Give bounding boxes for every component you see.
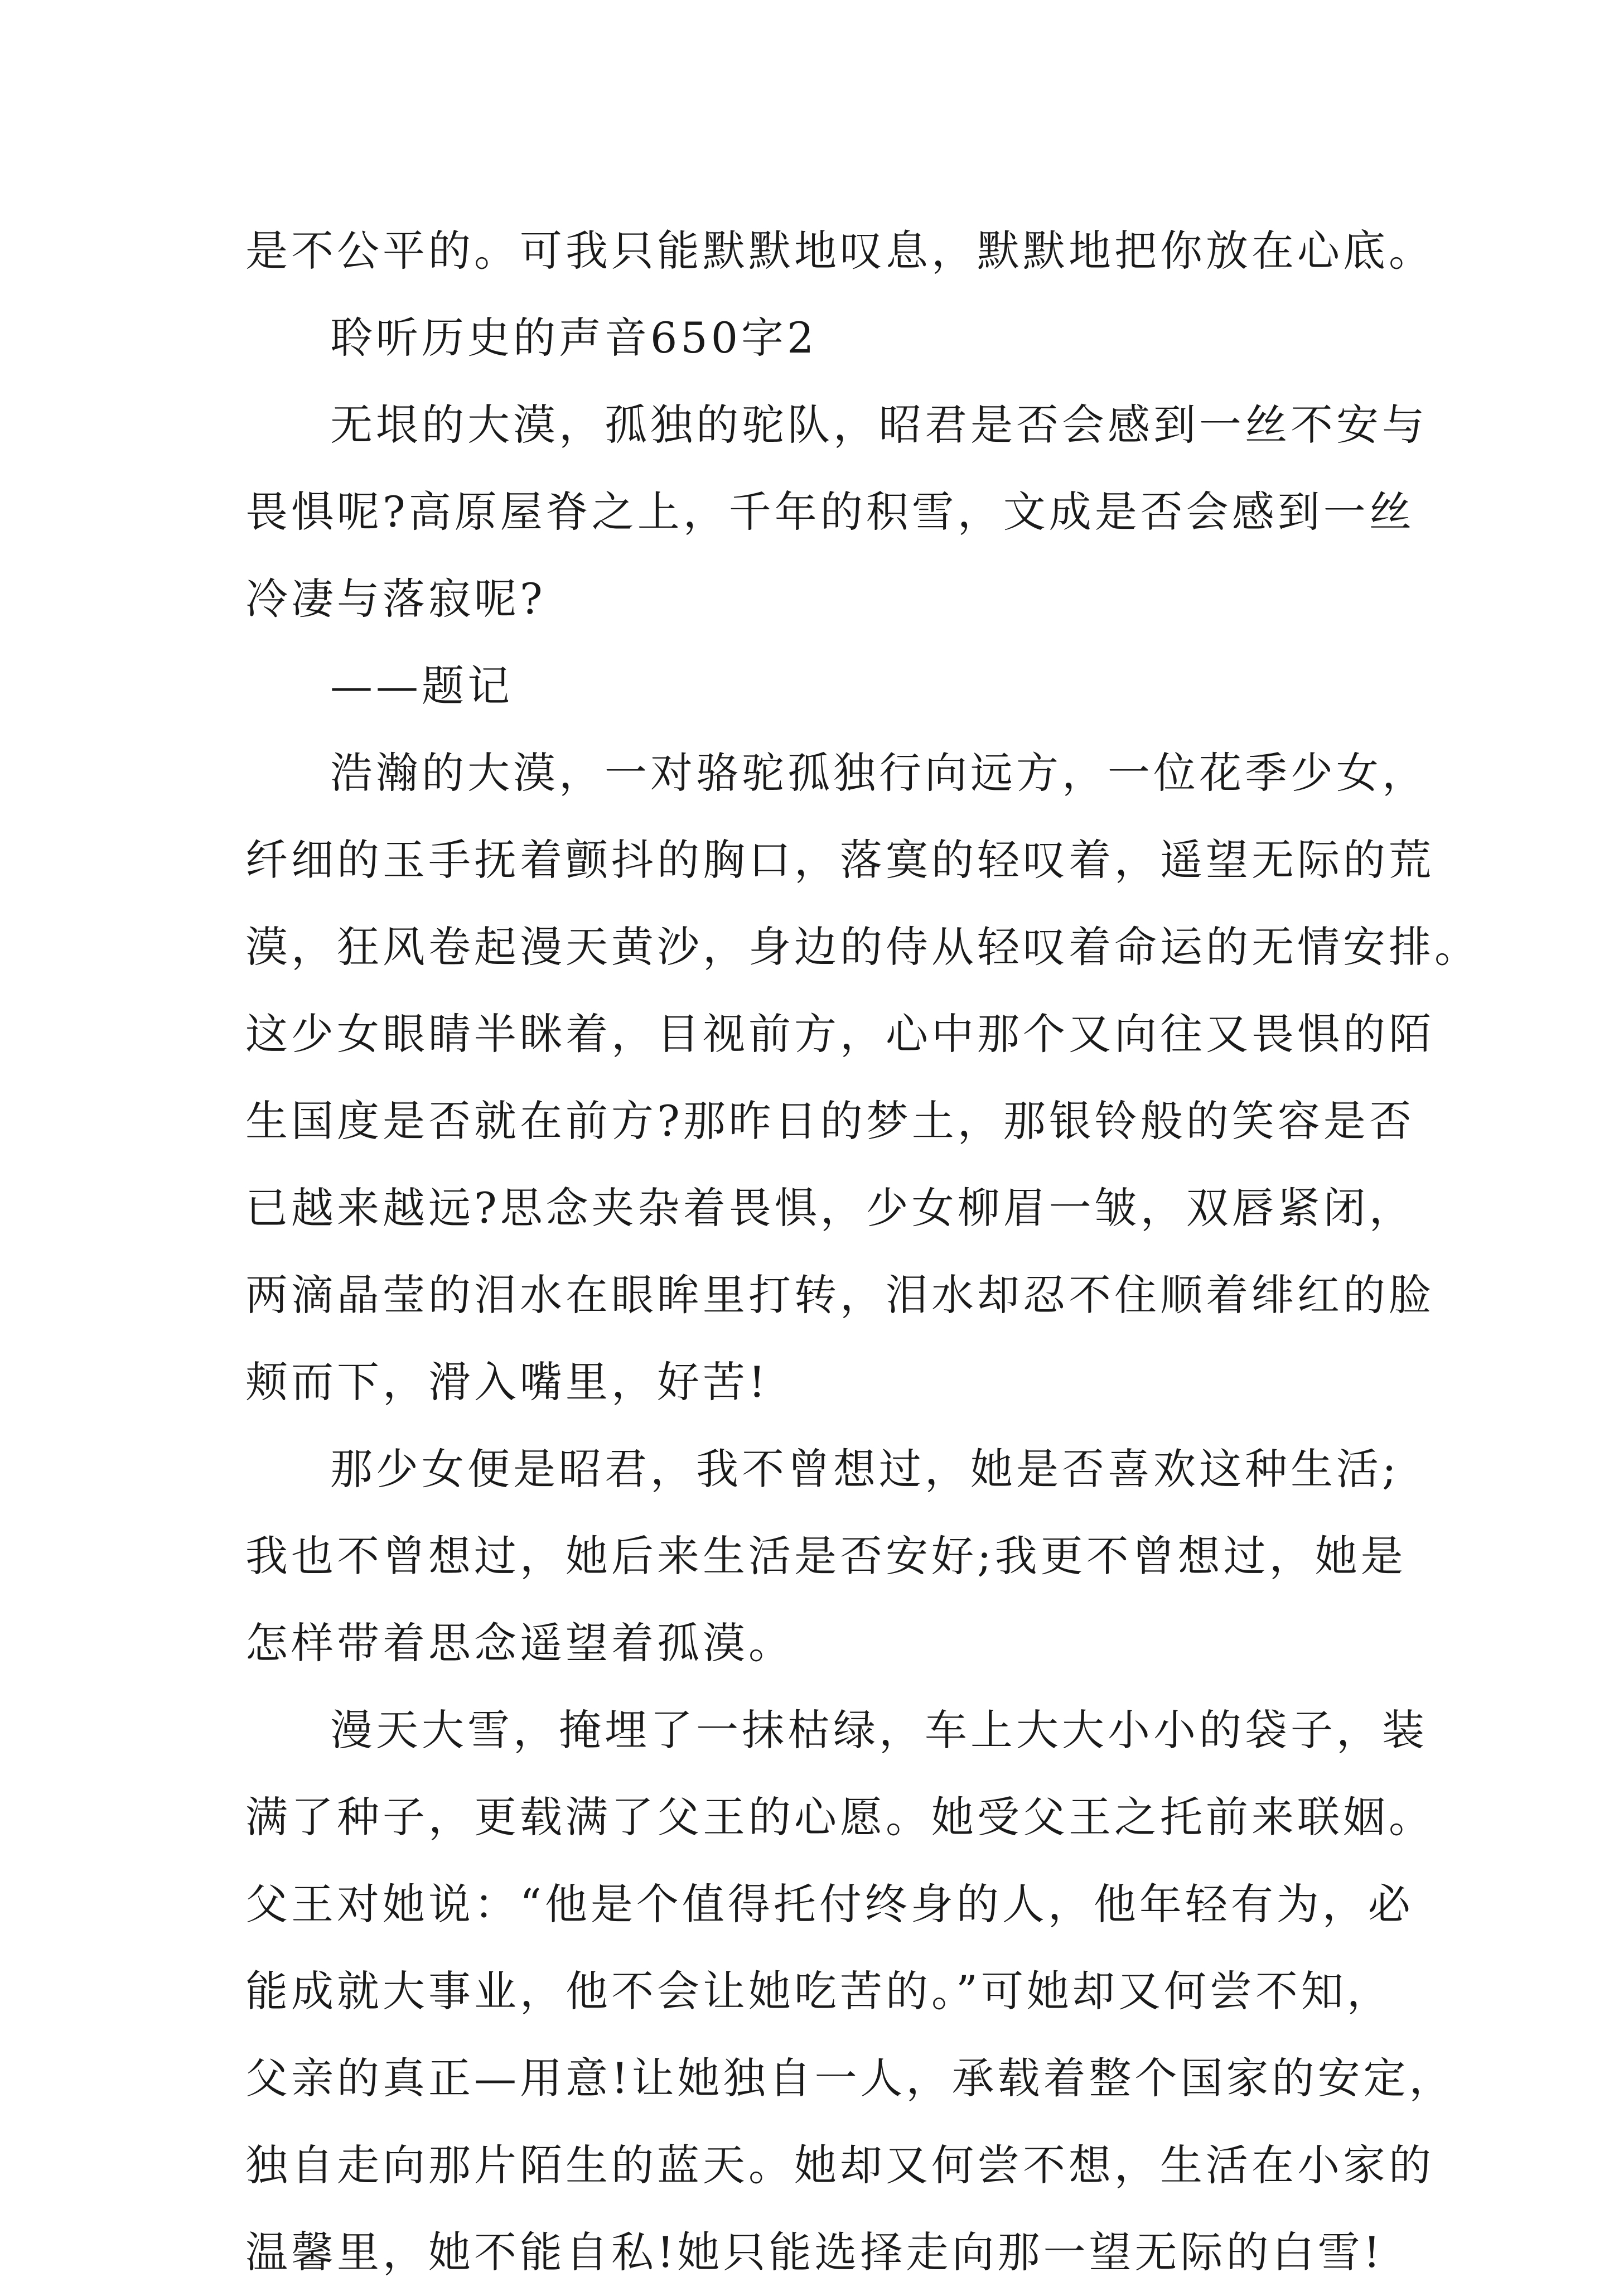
- text-line: 无垠的大漠，孤独的驼队，昭君是否会感到一丝不安与: [330, 400, 1428, 450]
- document-text-body: [245, 208, 1480, 2296]
- text-line: 漫天大雪，掩埋了一抹枯绿，车上大大小小的袋子，装: [330, 1705, 1428, 1755]
- text-line: 颊而下，滑入嘴里，好苦!: [245, 1357, 769, 1407]
- text-line: 漠，狂风卷起漫天黄沙，身边的侍从轻叹着命运的无情安排。: [245, 922, 1480, 972]
- text-line: 温馨里，她不能自私!她只能选择走向那一望无际的白雪!: [245, 2227, 1384, 2277]
- text-line: 已越来越远?思念夹杂着畏惧，少女柳眉一皱，双唇紧闭，: [245, 1183, 1415, 1233]
- text-line: 父王对她说：“他是个值得托付终身的人，他年轻有为，必: [245, 1879, 1414, 1929]
- text-line: 是不公平的。可我只能默默地叹息，默默地把你放在心底。: [245, 226, 1434, 276]
- text-line: 纤细的玉手抚着颤抖的胸口，落寞的轻叹着，遥望无际的荒: [245, 835, 1434, 885]
- text-line: 父亲的真正—用意!让她独自一人，承载着整个国家的安定，: [245, 2053, 1455, 2103]
- text-line: 我也不曾想过，她后来生活是否安好;我更不曾想过，她是: [245, 1531, 1407, 1581]
- text-line: 浩瀚的大漠，一对骆驼孤独行向远方，一位花季少女，: [330, 748, 1428, 798]
- text-line: 独自走向那片陌生的蓝天。她却又何尝不想，生活在小家的: [245, 2140, 1434, 2190]
- text-line: 冷凄与落寂呢?: [245, 574, 546, 624]
- text-line: 畏惧呢?高原屋脊之上，千年的积雪，文成是否会感到一丝: [245, 487, 1415, 537]
- text-line: ——题记: [330, 661, 513, 711]
- text-line: 满了种子，更载满了父王的心愿。她受父王之托前来联姻。: [245, 1792, 1434, 1842]
- text-line: 聆听历史的声音650字2: [330, 313, 818, 363]
- text-line: 那少女便是昭君，我不曾想过，她是否喜欢这种生活;: [330, 1444, 1400, 1494]
- text-line: 怎样带着思念遥望着孤漠。: [245, 1618, 794, 1668]
- text-line: 能成就大事业，他不会让她吃苦的。”可她却又何尝不知，: [245, 1966, 1393, 2016]
- text-line: 这少女眼睛半眯着，目视前方，心中那个又向往又畏惧的陌: [245, 1009, 1434, 1059]
- text-line: 生国度是否就在前方?那昨日的梦土，那银铃般的笑容是否: [245, 1096, 1415, 1146]
- text-line: 两滴晶莹的泪水在眼眸里打转，泪水却忍不住顺着绯红的脸: [245, 1270, 1434, 1320]
